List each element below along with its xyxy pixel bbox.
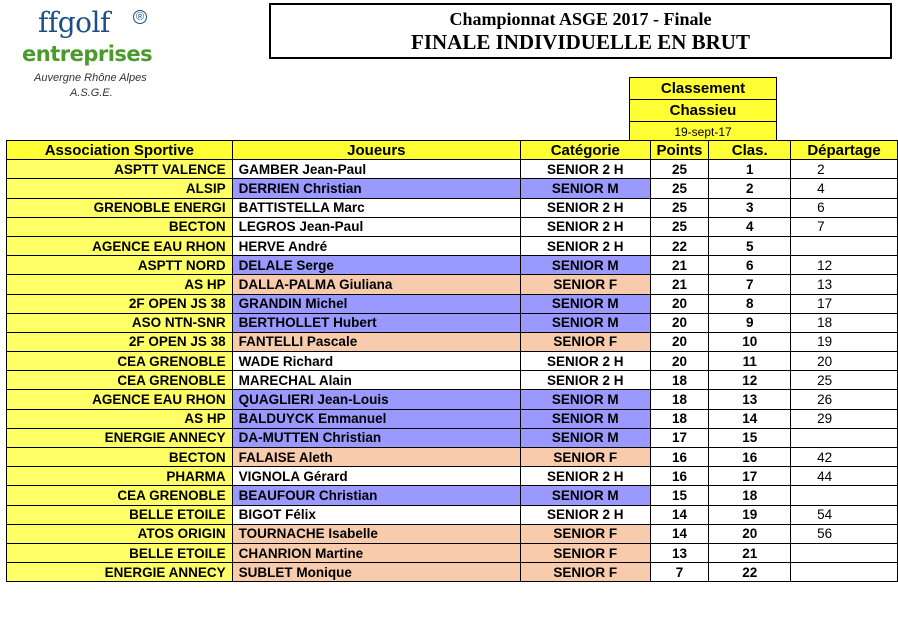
cell-points: 20 bbox=[650, 313, 709, 332]
cell-cat: SENIOR 2 H bbox=[521, 217, 650, 236]
cell-cat: SENIOR 2 H bbox=[521, 236, 650, 255]
cell-points: 20 bbox=[650, 352, 709, 371]
cell-assoc: PHARMA bbox=[7, 467, 233, 486]
cell-player: BALDUYCK Emmanuel bbox=[232, 409, 520, 428]
cell-rank: 8 bbox=[709, 294, 791, 313]
table-row bbox=[7, 256, 898, 275]
table-row bbox=[7, 524, 898, 543]
cell-points: 20 bbox=[650, 294, 709, 313]
cell-cat: SENIOR 2 H bbox=[521, 160, 650, 179]
logo-ffgolf: ffgolf bbox=[38, 6, 110, 39]
cell-rank: 6 bbox=[709, 256, 791, 275]
cell-cat: SENIOR F bbox=[521, 448, 650, 467]
cell-rank: 12 bbox=[709, 371, 791, 390]
cell-departage bbox=[791, 486, 898, 505]
table-header bbox=[7, 141, 898, 160]
cell-assoc: ENERGIE ANNECY bbox=[7, 563, 233, 582]
table-row bbox=[7, 563, 898, 582]
cell-assoc: ASO NTN-SNR bbox=[7, 313, 233, 332]
cell-departage bbox=[791, 236, 898, 255]
cell-assoc: AS HP bbox=[7, 275, 233, 294]
logo-entreprises: entreprises bbox=[22, 42, 153, 66]
cell-player: WADE Richard bbox=[232, 352, 520, 371]
cell-rank: 16 bbox=[709, 448, 791, 467]
cell-player: TOURNACHE Isabelle bbox=[232, 524, 520, 543]
title-box bbox=[269, 3, 892, 59]
cell-departage bbox=[791, 563, 898, 582]
logo-region: Auvergne Rhône Alpes bbox=[34, 72, 147, 84]
cell-departage: 44 bbox=[791, 467, 898, 486]
cell-rank: 17 bbox=[709, 467, 791, 486]
cell-points: 25 bbox=[650, 179, 709, 198]
cell-player: SUBLET Monique bbox=[232, 563, 520, 582]
table-row bbox=[7, 332, 898, 351]
cell-points: 18 bbox=[650, 371, 709, 390]
cell-departage: 13 bbox=[791, 275, 898, 294]
cell-rank: 2 bbox=[709, 179, 791, 198]
cell-points: 18 bbox=[650, 409, 709, 428]
cell-departage: 29 bbox=[791, 409, 898, 428]
cell-player: FALAISE Aleth bbox=[232, 448, 520, 467]
table-row bbox=[7, 198, 898, 217]
cell-points: 21 bbox=[650, 275, 709, 294]
table-row bbox=[7, 275, 898, 294]
table-row bbox=[7, 448, 898, 467]
cell-departage: 25 bbox=[791, 371, 898, 390]
cell-departage: 12 bbox=[791, 256, 898, 275]
cell-points: 22 bbox=[650, 236, 709, 255]
cell-assoc: CEA GRENOBLE bbox=[7, 352, 233, 371]
cell-departage: 4 bbox=[791, 179, 898, 198]
cell-cat: SENIOR F bbox=[521, 275, 650, 294]
table-row bbox=[7, 486, 898, 505]
table-row bbox=[7, 294, 898, 313]
cell-rank: 3 bbox=[709, 198, 791, 217]
cell-assoc: BECTON bbox=[7, 217, 233, 236]
cell-points: 16 bbox=[650, 448, 709, 467]
table-row bbox=[7, 467, 898, 486]
cell-assoc: BELLE ETOILE bbox=[7, 505, 233, 524]
table-row bbox=[7, 313, 898, 332]
cell-cat: SENIOR 2 H bbox=[521, 467, 650, 486]
cell-rank: 13 bbox=[709, 390, 791, 409]
cell-departage bbox=[791, 543, 898, 562]
cell-points: 17 bbox=[650, 428, 709, 447]
cell-player: BIGOT Félix bbox=[232, 505, 520, 524]
table-row bbox=[7, 505, 898, 524]
cell-assoc: AGENCE EAU RHON bbox=[7, 390, 233, 409]
cell-rank: 20 bbox=[709, 524, 791, 543]
cell-departage bbox=[791, 428, 898, 447]
cell-rank: 4 bbox=[709, 217, 791, 236]
cell-cat: SENIOR M bbox=[521, 313, 650, 332]
table-row bbox=[7, 217, 898, 236]
col-pts: Points bbox=[650, 141, 709, 160]
cell-assoc: ALSIP bbox=[7, 179, 233, 198]
cell-cat: SENIOR 2 H bbox=[521, 352, 650, 371]
cell-departage: 19 bbox=[791, 332, 898, 351]
cell-cat: SENIOR M bbox=[521, 179, 650, 198]
cell-departage: 56 bbox=[791, 524, 898, 543]
cell-cat: SENIOR F bbox=[521, 563, 650, 582]
cell-assoc: ATOS ORIGIN bbox=[7, 524, 233, 543]
logo-asge: A.S.G.E. bbox=[70, 87, 113, 99]
cell-player: DERRIEN Christian bbox=[232, 179, 520, 198]
cell-departage: 2 bbox=[791, 160, 898, 179]
cell-player: HERVE André bbox=[232, 236, 520, 255]
cell-player: DALLA-PALMA Giuliana bbox=[232, 275, 520, 294]
cell-departage: 7 bbox=[791, 217, 898, 236]
cell-player: LEGROS Jean-Paul bbox=[232, 217, 520, 236]
cell-points: 25 bbox=[650, 198, 709, 217]
cell-player: MARECHAL Alain bbox=[232, 371, 520, 390]
cell-player: BATTISTELLA Marc bbox=[232, 198, 520, 217]
cell-points: 18 bbox=[650, 390, 709, 409]
col-dep: Départage bbox=[791, 141, 898, 160]
cell-departage: 42 bbox=[791, 448, 898, 467]
cell-cat: SENIOR 2 H bbox=[521, 198, 650, 217]
cell-departage: 54 bbox=[791, 505, 898, 524]
cell-departage: 17 bbox=[791, 294, 898, 313]
table-row bbox=[7, 352, 898, 371]
cell-points: 20 bbox=[650, 332, 709, 351]
cell-assoc: CEA GRENOBLE bbox=[7, 371, 233, 390]
classement-date: 19-sept-17 bbox=[674, 125, 732, 139]
cell-points: 25 bbox=[650, 160, 709, 179]
table-body bbox=[7, 160, 898, 582]
cell-departage: 20 bbox=[791, 352, 898, 371]
cell-points: 13 bbox=[650, 543, 709, 562]
table-row bbox=[7, 390, 898, 409]
cell-assoc: 2F OPEN JS 38 bbox=[7, 294, 233, 313]
table-row bbox=[7, 236, 898, 255]
cell-rank: 21 bbox=[709, 543, 791, 562]
ffgolf-logo bbox=[18, 6, 168, 106]
cell-rank: 10 bbox=[709, 332, 791, 351]
results-table bbox=[6, 140, 898, 582]
cell-cat: SENIOR M bbox=[521, 256, 650, 275]
cell-cat: SENIOR F bbox=[521, 332, 650, 351]
cell-points: 21 bbox=[650, 256, 709, 275]
cell-rank: 14 bbox=[709, 409, 791, 428]
cell-assoc: BECTON bbox=[7, 448, 233, 467]
col-player: Joueurs bbox=[232, 141, 520, 160]
cell-cat: SENIOR M bbox=[521, 428, 650, 447]
cell-cat: SENIOR M bbox=[521, 409, 650, 428]
cell-cat: SENIOR M bbox=[521, 486, 650, 505]
cell-points: 14 bbox=[650, 524, 709, 543]
cell-points: 25 bbox=[650, 217, 709, 236]
cell-assoc: AGENCE EAU RHON bbox=[7, 236, 233, 255]
cell-cat: SENIOR M bbox=[521, 294, 650, 313]
cell-player: BERTHOLLET Hubert bbox=[232, 313, 520, 332]
cell-assoc: BELLE ETOILE bbox=[7, 543, 233, 562]
cell-player: GRANDIN Michel bbox=[232, 294, 520, 313]
classement-venue: Chassieu bbox=[630, 100, 776, 122]
cell-points: 15 bbox=[650, 486, 709, 505]
col-cat: Catégorie bbox=[521, 141, 650, 160]
col-clas: Clas. bbox=[709, 141, 791, 160]
cell-player: DELALE Serge bbox=[232, 256, 520, 275]
cell-assoc: ENERGIE ANNECY bbox=[7, 428, 233, 447]
cell-rank: 22 bbox=[709, 563, 791, 582]
cell-player: GAMBER Jean-Paul bbox=[232, 160, 520, 179]
cell-departage: 6 bbox=[791, 198, 898, 217]
cell-assoc: 2F OPEN JS 38 bbox=[7, 332, 233, 351]
cell-rank: 15 bbox=[709, 428, 791, 447]
cell-rank: 18 bbox=[709, 486, 791, 505]
registered-icon: ® bbox=[133, 10, 147, 24]
cell-cat: SENIOR 2 H bbox=[521, 505, 650, 524]
table-row bbox=[7, 409, 898, 428]
cell-rank: 1 bbox=[709, 160, 791, 179]
classement-box bbox=[629, 77, 777, 143]
classement-label: Classement bbox=[630, 78, 776, 100]
cell-assoc: CEA GRENOBLE bbox=[7, 486, 233, 505]
cell-departage: 26 bbox=[791, 390, 898, 409]
cell-player: FANTELLI Pascale bbox=[232, 332, 520, 351]
cell-player: DA-MUTTEN Christian bbox=[232, 428, 520, 447]
cell-assoc: ASPTT NORD bbox=[7, 256, 233, 275]
table-row bbox=[7, 543, 898, 562]
cell-points: 16 bbox=[650, 467, 709, 486]
cell-rank: 7 bbox=[709, 275, 791, 294]
cell-points: 7 bbox=[650, 563, 709, 582]
title-line2: FINALE INDIVIDUELLE EN BRUT bbox=[411, 30, 750, 54]
cell-rank: 11 bbox=[709, 352, 791, 371]
table-row bbox=[7, 160, 898, 179]
cell-player: BEAUFOUR Christian bbox=[232, 486, 520, 505]
cell-departage: 18 bbox=[791, 313, 898, 332]
cell-rank: 19 bbox=[709, 505, 791, 524]
title-line1: Championnat ASGE 2017 - Finale bbox=[449, 9, 712, 29]
table-row bbox=[7, 371, 898, 390]
cell-cat: SENIOR F bbox=[521, 543, 650, 562]
cell-player: QUAGLIERI Jean-Louis bbox=[232, 390, 520, 409]
col-assoc: Association Sportive bbox=[7, 141, 233, 160]
cell-assoc: ASPTT VALENCE bbox=[7, 160, 233, 179]
cell-player: VIGNOLA Gérard bbox=[232, 467, 520, 486]
table-row bbox=[7, 179, 898, 198]
cell-rank: 9 bbox=[709, 313, 791, 332]
cell-cat: SENIOR M bbox=[521, 390, 650, 409]
cell-rank: 5 bbox=[709, 236, 791, 255]
cell-player: CHANRION Martine bbox=[232, 543, 520, 562]
cell-assoc: GRENOBLE ENERGI bbox=[7, 198, 233, 217]
cell-cat: SENIOR F bbox=[521, 524, 650, 543]
cell-points: 14 bbox=[650, 505, 709, 524]
cell-cat: SENIOR 2 H bbox=[521, 371, 650, 390]
table-row bbox=[7, 428, 898, 447]
cell-assoc: AS HP bbox=[7, 409, 233, 428]
